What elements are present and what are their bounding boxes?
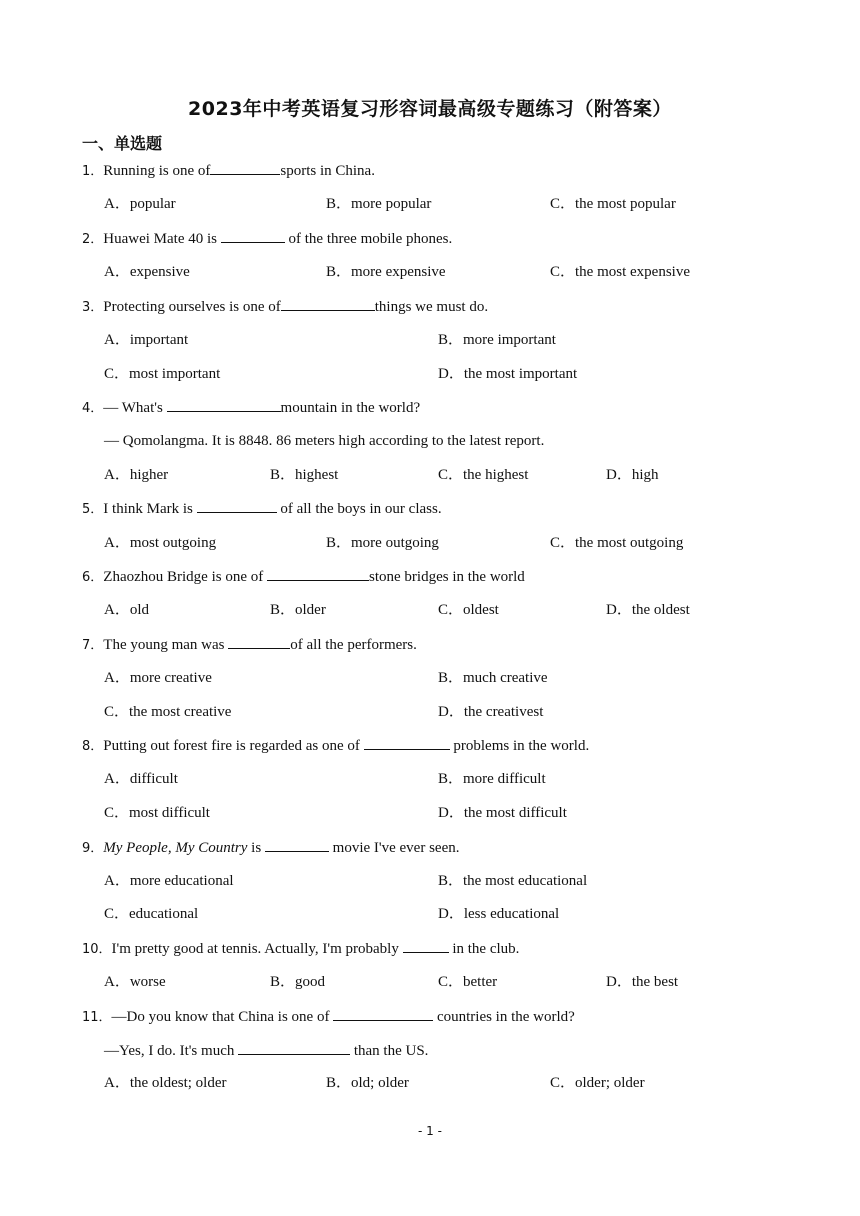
q5-option-a: A．most outgoing: [104, 535, 217, 551]
q6-option-b: B．older: [270, 602, 326, 618]
q5-option-c: C．the most outgoing: [550, 535, 684, 551]
q3-option-d: D．the most important: [438, 366, 578, 382]
page-number: - 1 -: [418, 1124, 442, 1138]
q9-option-c: C．educational: [104, 906, 199, 922]
q9-option-b: B．the most educational: [438, 873, 588, 889]
q11-option-a: A．the oldest; older: [104, 1075, 227, 1091]
q1-option-a: A．popular: [104, 196, 176, 212]
q10-option-b: B．good: [270, 974, 326, 990]
q4-option-c: C．the highest: [438, 467, 529, 483]
question-5: 5．I think Mark is of all the boys in our class.: [82, 497, 442, 519]
q2-option-a: A．expensive: [104, 264, 190, 280]
q10-option-a: A．worse: [104, 974, 166, 990]
q9-option-d: D．less educational: [438, 906, 560, 922]
question-3: 3．Protecting ourselves is one of things we must do.: [82, 295, 488, 317]
question-11: 11．—Do you know that China is one of countries in the world?: [82, 1005, 575, 1027]
question-4: 4．— What's mountain in the world?: [82, 396, 420, 418]
question-10: 10．I'm pretty good at tennis. Actually, I'm probably in the club.: [82, 937, 519, 959]
question-7: 7．The young man was of all the performers.: [82, 633, 417, 655]
q6-option-d: D．the oldest: [606, 602, 690, 618]
page-title: 2023年中考英语复习形容词最高级专题练习（附答案）: [188, 98, 672, 120]
q1-option-b: B．more popular: [326, 196, 432, 212]
q5-option-b: B．more outgoing: [326, 535, 439, 551]
q4-option-d: D．high: [606, 467, 659, 483]
q2-option-b: B．more expensive: [326, 264, 446, 280]
question-4-reply: — Qomolangma. It is 8848. 86 meters high according to the latest report.: [104, 433, 545, 449]
q7-option-a: A．more creative: [104, 670, 212, 686]
q9-option-a: A．more educational: [104, 873, 234, 889]
q10-option-d: D．the best: [606, 974, 679, 990]
q6-option-c: C．oldest: [438, 602, 499, 618]
question-9: 9．My People, My Country is movie I've ever seen.: [82, 836, 459, 858]
q8-option-b: B．more difficult: [438, 771, 546, 787]
question-1: 1．Running is one of sports in China.: [82, 159, 375, 181]
q3-option-b: B．more important: [438, 332, 556, 348]
q7-option-d: D．the creativest: [438, 704, 544, 720]
q4-option-b: B．highest: [270, 467, 339, 483]
section-heading: 一、单选题: [82, 134, 163, 153]
q2-option-c: C．the most expensive: [550, 264, 690, 280]
q3-option-c: C．most important: [104, 366, 221, 382]
question-2: 2．Huawei Mate 40 is of the three mobile phones.: [82, 227, 452, 249]
question-11-reply: —Yes, I do. It's much than the US.: [104, 1039, 428, 1061]
q6-option-a: A．old: [104, 602, 150, 618]
q8-option-a: A．difficult: [104, 771, 178, 787]
q7-option-b: B．much creative: [438, 670, 548, 686]
q1-option-c: C．the most popular: [550, 196, 676, 212]
q8-option-c: C．most difficult: [104, 805, 210, 821]
question-8: 8．Putting out forest fire is regarded as one of problems in the world.: [82, 734, 589, 756]
q11-option-b: B．old; older: [326, 1075, 409, 1091]
q7-option-c: C．the most creative: [104, 704, 232, 720]
q11-option-c: C．older; older: [550, 1075, 645, 1091]
question-6: 6．Zhaozhou Bridge is one of stone bridges in the world: [82, 565, 525, 587]
q8-option-d: D．the most difficult: [438, 805, 567, 821]
q4-option-a: A．higher: [104, 467, 169, 483]
q10-option-c: C．better: [438, 974, 498, 990]
q3-option-a: A．important: [104, 332, 189, 348]
